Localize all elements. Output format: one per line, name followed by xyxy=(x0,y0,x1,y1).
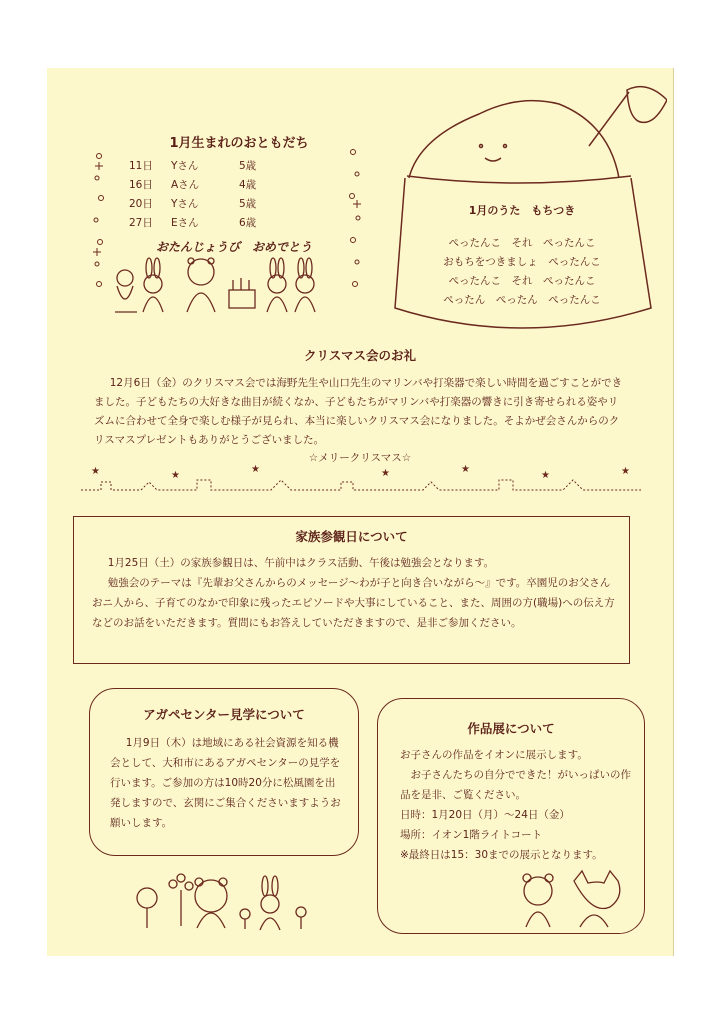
agape-center-title: アガペセンター見学について xyxy=(143,707,305,722)
family-visit-paragraph: 勉強会のテーマは『先輩お父さんからのメッセージ～わが子と向き合いながら～』です。卒園児のお父さんおニ人から、子育てのなかで印象に残ったエピソードや大事にしていること、また、周囲の方(職場)への伝え方などのお話をいただきます。質問にもお答えしていただきますので、是非ご参加ください。 xyxy=(92,577,615,629)
birthday-age: 4歳 xyxy=(239,179,257,191)
birthday-row xyxy=(129,177,329,196)
song-lyrics xyxy=(397,234,647,310)
birthday-name: Yさん xyxy=(171,160,199,172)
svg-text:★: ★ xyxy=(171,470,180,481)
animals-illustration xyxy=(105,256,335,318)
family-visit-section xyxy=(73,516,630,664)
song-title: 1月のうた もちつき xyxy=(468,204,576,217)
agape-center-body: 1月9日（木）は地域にある社会資源を知る機会として、大和市にあるアガペセンターの見学を行います。ご参加の方は10時20分に松風園を出発しますので、玄関にご集合くださいますようお願いします。 xyxy=(110,737,341,829)
song-line: ぺったんこ それ ぺったんこ xyxy=(448,275,596,287)
christmas-title: クリスマス会のお礼 xyxy=(303,348,416,363)
birthday-list xyxy=(129,158,329,234)
exhibition-line: お子さんたちの自分でできた！がいっぱいの作品を是非、ご覧ください。 xyxy=(400,769,631,801)
exhibition-section xyxy=(377,698,645,934)
exhibition-title: 作品展について xyxy=(467,721,555,736)
birthday-name: Yさん xyxy=(171,198,199,210)
birthday-date: 20日 xyxy=(129,198,153,210)
svg-text:★: ★ xyxy=(541,470,550,481)
newsletter-page xyxy=(47,68,674,956)
christmas-sign: ☆メリークリスマス☆ xyxy=(308,452,412,464)
birthday-message: おたんじょうび おめでとう xyxy=(155,240,312,254)
birthday-date: 16日 xyxy=(129,179,153,191)
birthday-date: 27日 xyxy=(129,217,153,229)
svg-text:★: ★ xyxy=(381,468,390,479)
birthday-date: 11日 xyxy=(129,160,153,172)
birthday-row xyxy=(129,196,329,215)
song-line: ぺったん ぺったん ぺったんこ xyxy=(443,294,601,306)
song-line: ぺったんこ それ ぺったんこ xyxy=(448,237,596,249)
exhibition-place: 場所：イオン1階ライトコート xyxy=(400,829,543,841)
family-visit-body xyxy=(92,553,616,633)
song-line: おもちをつきましょ ぺったんこ xyxy=(443,256,601,268)
birthday-name: Eさん xyxy=(171,217,199,229)
svg-text:★: ★ xyxy=(91,466,100,477)
birthday-age: 5歳 xyxy=(239,198,257,210)
birthday-title: 1月生まれのおともだち xyxy=(169,136,309,151)
birthday-age: 5歳 xyxy=(239,160,257,172)
birthday-row xyxy=(129,215,329,234)
agape-center-section xyxy=(89,688,359,856)
bear-cat-illustration xyxy=(508,869,628,929)
svg-text:★: ★ xyxy=(461,464,470,475)
christmas-body: 12月6日（金）のクリスマス会では海野先生や山口先生のマリンバや打楽器で楽しい時間を過ごすことができました。子どもたちの大好きな曲目が続くなか、子どもたちがマリンバや打楽器の響きに引き寄せられる姿やリズムに合わせて全身で楽しむ様子が見られ、本当に楽しいクリスマス会になりました。そよかぜ会さんからのクリスマスプレゼントもありがとうございました。 xyxy=(94,377,623,446)
bear-rabbit-flowers-illustration xyxy=(133,868,333,932)
exhibition-body xyxy=(400,745,632,865)
exhibition-date: 日時：1月20日（月）～24日（金） xyxy=(400,809,570,821)
family-visit-paragraph: 1月25日（土）の家族参観日は、午前中はクラス活動、午後は勉強会となります。 xyxy=(107,557,495,569)
exhibition-line: お子さんの作品をイオンに展示します。 xyxy=(400,749,588,761)
birthday-row xyxy=(129,158,329,177)
exhibition-note: ※最終日は15：30までの展示となります。 xyxy=(400,849,603,861)
family-visit-title: 家族参観日について xyxy=(295,529,408,544)
birthday-name: Aさん xyxy=(171,179,200,191)
town-skyline-decoration xyxy=(81,464,641,500)
svg-text:★: ★ xyxy=(251,464,260,475)
svg-text:★: ★ xyxy=(621,466,630,477)
birthday-age: 6歳 xyxy=(239,217,257,229)
